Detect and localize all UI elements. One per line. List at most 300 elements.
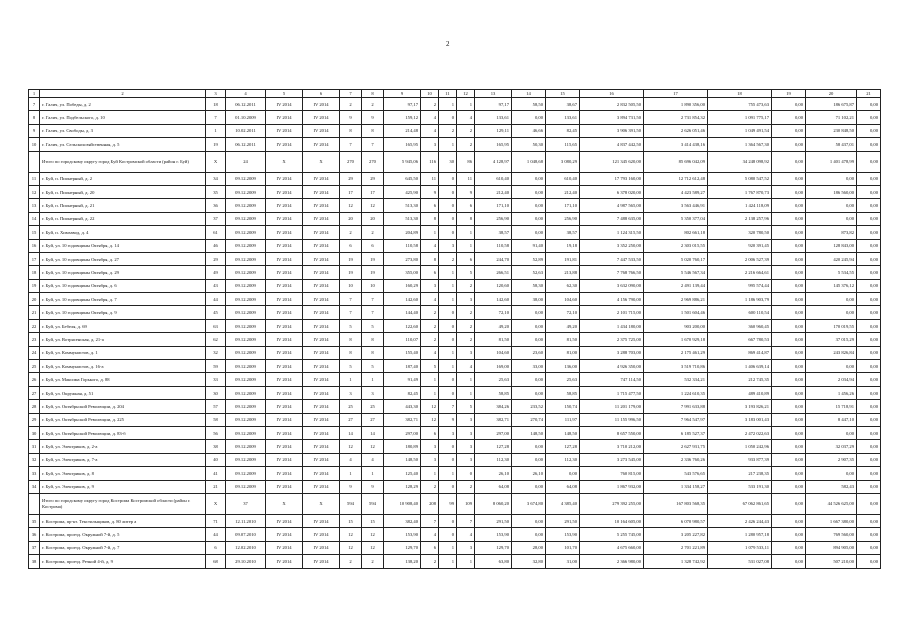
table-cell: 10: [362, 279, 384, 292]
table-cell: 1 434 180,00: [580, 319, 644, 332]
table-cell: 0,00: [857, 172, 881, 185]
table-cell: 489 410,89: [708, 386, 772, 399]
table-cell: 7 991 633,88: [644, 400, 708, 413]
table-cell: 2: [421, 98, 439, 111]
table-cell: 20: [340, 212, 362, 225]
table-cell: 12.11.2010: [226, 514, 266, 527]
address-cell: г. Кострома, проезд. Речной 4-й, д. 9: [40, 555, 206, 568]
table-row: [29, 172, 881, 185]
table-cell: 3 632 090,00: [580, 279, 644, 292]
table-cell: 2 472 022,63: [708, 426, 772, 439]
table-cell: 212 745,35: [708, 373, 772, 386]
table-row: [29, 426, 881, 439]
table-cell: 0,00: [772, 413, 806, 426]
table-cell: 1: [421, 386, 439, 399]
table-cell: 09.12.2009: [226, 373, 266, 386]
column-number-cell: 13: [475, 90, 512, 98]
table-cell: 25: [29, 360, 40, 373]
table-cell: IV 2014: [303, 440, 340, 453]
table-cell: 4 837 442,50: [580, 138, 644, 151]
table-cell: 142,60: [475, 293, 512, 306]
table-cell: 35: [29, 514, 40, 527]
table-cell: 2 366 980,00: [580, 555, 644, 568]
table-cell: 3: [457, 453, 475, 466]
table-cell: IV 2014: [303, 346, 340, 359]
table-cell: 213,88: [546, 266, 580, 279]
table-cell: 09.07.2010: [226, 528, 266, 541]
table-cell: 116: [421, 151, 439, 172]
table-cell: 9: [457, 185, 475, 198]
table-cell: 9: [362, 480, 384, 493]
table-cell: 1: [340, 373, 362, 386]
table-cell: 165,95: [384, 138, 421, 151]
table-cell: 1 670 929,18: [644, 333, 708, 346]
table-cell: 2: [340, 98, 362, 111]
table-cell: 1: [439, 293, 457, 306]
table-cell: 0,00: [857, 319, 881, 332]
table-cell: 1 280 957,18: [708, 528, 772, 541]
table-cell: 148,50: [512, 426, 546, 439]
address-cell: г. Буй, п. Пионерный, д. 22: [40, 212, 206, 225]
table-cell: 128,29: [384, 480, 421, 493]
table-cell: 2 426 244,43: [708, 514, 772, 527]
table-cell: 1: [439, 98, 457, 111]
table-cell: 20: [29, 293, 40, 306]
table-cell: 112,30: [546, 453, 580, 466]
table-cell: 09.12.2009: [226, 306, 266, 319]
table-cell: IV 2014: [303, 279, 340, 292]
table-cell: 26,10: [475, 467, 512, 480]
table-cell: 82,45: [546, 124, 580, 137]
table-cell: 52,89: [512, 252, 546, 265]
table-cell: 0: [439, 306, 457, 319]
table-cell: 40: [206, 453, 226, 466]
table-cell: 2 731 854,32: [644, 111, 708, 124]
table-cell: 58: [206, 413, 226, 426]
table-cell: 22: [29, 319, 40, 332]
table-cell: 0,00: [772, 172, 806, 185]
table-cell: 09.12.2009: [226, 333, 266, 346]
table-cell: 23: [29, 333, 40, 346]
address-cell: г. Буй, ул. Электриков, д. 9: [40, 480, 206, 493]
address-cell: г. Галич, ул. Подбельского, д. 10: [40, 111, 206, 124]
table-cell: 610,40: [475, 172, 512, 185]
table-cell: 52,63: [512, 266, 546, 279]
address-cell: г. Буй, ул. Вотрясенская, д. 21-а: [40, 333, 206, 346]
table-cell: IV 2014: [266, 373, 303, 386]
table-cell: 0,00: [806, 360, 857, 373]
table-cell: 3 352 250,00: [580, 239, 644, 252]
table-cell: 09.12.2009: [226, 252, 266, 265]
table-cell: 543 576,65: [644, 467, 708, 480]
table-cell: 0: [439, 333, 457, 346]
table-cell: IV 2014: [303, 360, 340, 373]
table-cell: 121 345 620,00: [580, 151, 644, 172]
table-cell: 3: [457, 293, 475, 306]
table-cell: 29: [29, 413, 40, 426]
table-cell: 44: [206, 293, 226, 306]
table-cell: 0,00: [772, 124, 806, 137]
table-cell: 244,70: [475, 252, 512, 265]
table-cell: 1: [439, 541, 457, 554]
table-cell: 09.12.2009: [226, 199, 266, 212]
table-row: [29, 98, 881, 111]
table-cell: IV 2014: [303, 293, 340, 306]
table-cell: 4: [421, 239, 439, 252]
table-cell: 594: [340, 493, 362, 514]
table-cell: 513,30: [384, 199, 421, 212]
table-cell: 0,00: [772, 514, 806, 527]
table-cell: 0,00: [772, 98, 806, 111]
table-cell: IV 2014: [266, 111, 303, 124]
table-cell: 34: [206, 172, 226, 185]
table-cell: 4 385,40: [546, 493, 580, 514]
table-cell: 873,82: [806, 226, 857, 239]
table-cell: 4 675 660,00: [580, 541, 644, 554]
table-cell: 9: [340, 480, 362, 493]
table-cell: 3: [421, 138, 439, 151]
table-cell: 1 890 356,00: [644, 98, 708, 111]
table-cell: 3 563 446,91: [644, 199, 708, 212]
table-cell: 29: [206, 252, 226, 265]
table-cell: 600 110,54: [708, 306, 772, 319]
column-number-cell: 18: [708, 90, 772, 98]
table-cell: 6: [362, 239, 384, 252]
table-cell: IV 2014: [266, 98, 303, 111]
table-cell: 31: [29, 440, 40, 453]
table-cell: 43: [206, 279, 226, 292]
table-cell: 3 519 710,86: [644, 360, 708, 373]
table-cell: 0,00: [772, 185, 806, 198]
table-cell: 3 894 731,50: [580, 111, 644, 124]
table-cell: 81,50: [546, 333, 580, 346]
column-number-cell: 3: [206, 90, 226, 98]
table-cell: 2 303 015,55: [644, 239, 708, 252]
table-cell: 0: [439, 386, 457, 399]
table-cell: 7: [457, 514, 475, 527]
table-cell: 09.12.2009: [226, 426, 266, 439]
table-cell: 138,20: [384, 555, 421, 568]
address-cell: г. Буй, п. Химзавод, д. 4: [40, 226, 206, 239]
table-cell: IV 2014: [266, 528, 303, 541]
column-number-cell: 15: [546, 90, 580, 98]
table-cell: 233,52: [512, 400, 546, 413]
table-cell: 2 491 139,44: [644, 279, 708, 292]
table-cell: 0: [439, 319, 457, 332]
table-cell: 3: [340, 386, 362, 399]
address-cell: г. Буй, ул. Октябрьской Революции, д. 204: [40, 400, 206, 413]
table-cell: 1: [457, 239, 475, 252]
table-cell: IV 2014: [303, 426, 340, 439]
table-cell: 0,00: [546, 467, 580, 480]
table-cell: 11: [421, 172, 439, 185]
table-cell: 0,00: [512, 185, 546, 198]
table-cell: IV 2014: [266, 426, 303, 439]
table-cell: 1 186 903,79: [708, 293, 772, 306]
table-cell: 129,70: [384, 541, 421, 554]
address-cell: г. Буй, ул. Октябрьской Революции, д. 83-б: [40, 426, 206, 439]
table-cell: 1: [362, 373, 384, 386]
table-cell: 425,90: [384, 185, 421, 198]
table-cell: 8: [421, 212, 439, 225]
table-cell: 6: [340, 239, 362, 252]
table-row: [29, 386, 881, 399]
table-cell: 2: [362, 98, 384, 111]
table-cell: 0,00: [772, 252, 806, 265]
table-cell: 5 080 547,52: [708, 172, 772, 185]
table-cell: 1: [439, 266, 457, 279]
table-cell: 0,00: [512, 172, 546, 185]
table-cell: 09.12.2009: [226, 440, 266, 453]
table-cell: 28,00: [512, 541, 546, 554]
table-cell: 104,60: [546, 293, 580, 306]
table-cell: 0,00: [772, 426, 806, 439]
table-cell: 212,40: [546, 185, 580, 198]
table-cell: 273,80: [384, 252, 421, 265]
table-cell: 29.10.2010: [226, 555, 266, 568]
table-cell: 17: [29, 252, 40, 265]
table-cell: 4: [340, 453, 362, 466]
address-cell: г. Кострома, пр-кт. Текстильщиков, д. 80 литер а: [40, 514, 206, 527]
table-cell: 150,74: [546, 400, 580, 413]
table-cell: IV 2014: [266, 293, 303, 306]
table-cell: 755 473,63: [708, 98, 772, 111]
column-number-cell: 17: [644, 90, 708, 98]
table-cell: 09.12.2009: [226, 226, 266, 239]
table-row: [29, 413, 881, 426]
table-cell: 7: [340, 306, 362, 319]
column-number-cell: 7: [340, 90, 362, 98]
table-cell: 12: [362, 541, 384, 554]
column-number-cell: 1: [29, 90, 40, 98]
table-cell: 8: [340, 124, 362, 137]
table-cell: 0,00: [857, 111, 881, 124]
table-cell: 37: [29, 541, 40, 554]
table-cell: 49,20: [546, 319, 580, 332]
table-cell: 122,60: [384, 319, 421, 332]
table-row: [29, 480, 881, 493]
table-cell: 25: [340, 400, 362, 413]
table-cell: 869 414,87: [708, 346, 772, 359]
table-cell: 32 037,29: [806, 440, 857, 453]
table-cell: 18: [29, 266, 40, 279]
table-cell: 0,00: [857, 252, 881, 265]
table-cell: 49: [206, 266, 226, 279]
table-cell: 582,43: [806, 480, 857, 493]
table-cell: 0,00: [857, 528, 881, 541]
table-cell: 09.12.2009: [226, 413, 266, 426]
address-cell: г. Буй, ул. 10 годовщины Октября, д. 29: [40, 266, 206, 279]
table-cell: 09.12.2009: [226, 346, 266, 359]
table-cell: 61: [206, 226, 226, 239]
table-cell: IV 2014: [266, 306, 303, 319]
address-cell: г. Буй, п. Пионерный, д. 20: [40, 185, 206, 198]
table-cell: 31,00: [546, 555, 580, 568]
table-cell: IV 2014: [303, 541, 340, 554]
address-cell: Итого по городскому округу город Буй Костромской области (район г. Буй): [40, 151, 206, 172]
table-cell: 0,00: [857, 467, 881, 480]
table-cell: 6: [421, 266, 439, 279]
table-cell: 64,08: [546, 480, 580, 493]
column-number-cell: 8: [362, 90, 384, 98]
table-cell: 33: [206, 373, 226, 386]
table-cell: 2: [421, 319, 439, 332]
table-cell: 59: [206, 360, 226, 373]
address-cell: г. Буй, ул. 10 годовщины Октября, д. 27: [40, 252, 206, 265]
table-cell: 1: [457, 226, 475, 239]
table-cell: 36: [206, 199, 226, 212]
table-cell: 0,00: [806, 426, 857, 439]
table-cell: 0: [457, 467, 475, 480]
address-cell: г. Буй, ул. 10 годовщины Октября, д. 14: [40, 239, 206, 252]
table-cell: 1 091 775,17: [708, 111, 772, 124]
table-cell: 129,70: [475, 541, 512, 554]
table-cell: 2: [421, 306, 439, 319]
table-cell: 24: [226, 151, 266, 172]
table-cell: 0,00: [857, 98, 881, 111]
table-cell: 0,00: [857, 151, 881, 172]
table-cell: 11: [29, 172, 40, 185]
table-cell: 5 350 377,04: [644, 212, 708, 225]
table-cell: 3: [457, 426, 475, 439]
table-cell: 49,20: [475, 319, 512, 332]
table-cell: 0,00: [772, 333, 806, 346]
table-cell: 2 907,35: [806, 453, 857, 466]
table-cell: 12: [362, 440, 384, 453]
table-cell: 6: [421, 426, 439, 439]
table-cell: 3: [457, 413, 475, 426]
table-cell: 3 710 212,00: [580, 440, 644, 453]
table-cell: 09.12.2009: [226, 319, 266, 332]
table-cell: 21: [206, 480, 226, 493]
table-cell: 24: [29, 346, 40, 359]
table-cell: IV 2014: [303, 400, 340, 413]
table-cell: IV 2014: [266, 239, 303, 252]
table-cell: 0,00: [857, 266, 881, 279]
table-cell: 133,61: [475, 111, 512, 124]
table-cell: 32: [206, 346, 226, 359]
table-cell: 0,00: [857, 453, 881, 466]
table-cell: IV 2014: [303, 124, 340, 137]
table-cell: 67 062 861,65: [708, 493, 772, 514]
table-row: [29, 239, 881, 252]
table-cell: 0,00: [512, 373, 546, 386]
table-cell: 2 701 221,89: [644, 541, 708, 554]
table-cell: 1: [439, 279, 457, 292]
table-cell: 513,30: [384, 212, 421, 225]
table-cell: 25,63: [475, 373, 512, 386]
table-cell: 0,00: [512, 453, 546, 466]
table-cell: 0,00: [857, 440, 881, 453]
table-row: [29, 440, 881, 453]
table-cell: IV 2014: [303, 185, 340, 198]
table-cell: 0,00: [772, 239, 806, 252]
table-cell: 1 456,26: [806, 386, 857, 399]
table-cell: 1 401 478,99: [806, 151, 857, 172]
table-cell: 127,28: [475, 440, 512, 453]
table-cell: 8: [362, 346, 384, 359]
table-cell: 136,00: [546, 360, 580, 373]
table-cell: 769 560,00: [806, 528, 857, 541]
table-cell: 71 102,21: [806, 111, 857, 124]
table-row: [29, 528, 881, 541]
table-cell: 0,00: [772, 541, 806, 554]
table-cell: IV 2014: [266, 226, 303, 239]
table-cell: 0,00: [772, 138, 806, 151]
table-cell: 81,00: [546, 346, 580, 359]
column-number-cell: 12: [457, 90, 475, 98]
table-cell: 38,67: [546, 98, 580, 111]
table-cell: 0: [439, 226, 457, 239]
table-cell: IV 2014: [266, 279, 303, 292]
table-cell: 0,00: [857, 373, 881, 386]
table-cell: 09.12.2009: [226, 172, 266, 185]
table-cell: 6 378 020,00: [580, 185, 644, 198]
table-cell: 7: [206, 111, 226, 124]
table-row: [29, 360, 881, 373]
table-cell: 0,00: [512, 440, 546, 453]
table-cell: IV 2014: [266, 541, 303, 554]
table-cell: 8 657 550,00: [580, 426, 644, 439]
table-cell: 208: [421, 493, 439, 514]
table-cell: 297,00: [384, 426, 421, 439]
table-cell: 8: [457, 212, 475, 225]
table-cell: 3: [439, 426, 457, 439]
table-cell: 8 060,20: [475, 493, 512, 514]
table-cell: 8: [29, 111, 40, 124]
table-row: [29, 514, 881, 527]
table-cell: 12: [340, 528, 362, 541]
table-cell: 270: [362, 151, 384, 172]
table-cell: 19: [206, 138, 226, 151]
table-cell: 63: [206, 319, 226, 332]
table-cell: 4 423 589,27: [644, 185, 708, 198]
table-cell: IV 2014: [303, 172, 340, 185]
table-cell: 8: [340, 333, 362, 346]
table-cell: IV 2014: [266, 252, 303, 265]
table-cell: 0,00: [512, 333, 546, 346]
table-cell: 3 906 391,50: [580, 124, 644, 137]
table-cell: 0,00: [512, 386, 546, 399]
table-cell: 3 414 438,16: [644, 138, 708, 151]
table-row: [29, 252, 881, 265]
table-cell: 0,00: [772, 226, 806, 239]
table-cell: 802 661,18: [644, 226, 708, 239]
table-cell: IV 2014: [266, 555, 303, 568]
table-cell: 99: [439, 493, 457, 514]
table-cell: 5: [457, 400, 475, 413]
table-cell: 32,80: [512, 555, 546, 568]
table-cell: 1: [421, 373, 439, 386]
table-cell: 09.12.2009: [226, 279, 266, 292]
table-cell: 110,58: [475, 239, 512, 252]
table-cell: 9: [439, 413, 457, 426]
table-cell: 2 006 527,39: [708, 252, 772, 265]
table-cell: 50,30: [512, 138, 546, 151]
table-cell: 2 626 051,46: [644, 124, 708, 137]
table-cell: 0,00: [806, 199, 857, 212]
table-cell: 256,90: [546, 212, 580, 225]
table-cell: 8: [362, 124, 384, 137]
table-cell: 1 867 932,00: [580, 480, 644, 493]
table-cell: 0,00: [857, 493, 881, 514]
table-cell: 920 391,45: [708, 239, 772, 252]
address-cell: г. Буй, ул. Коммунистов, д. 16-а: [40, 360, 206, 373]
table-cell: 443,30: [384, 400, 421, 413]
table-cell: 4: [457, 360, 475, 373]
table-cell: IV 2014: [266, 212, 303, 225]
table-cell: 6 185 527,37: [644, 426, 708, 439]
